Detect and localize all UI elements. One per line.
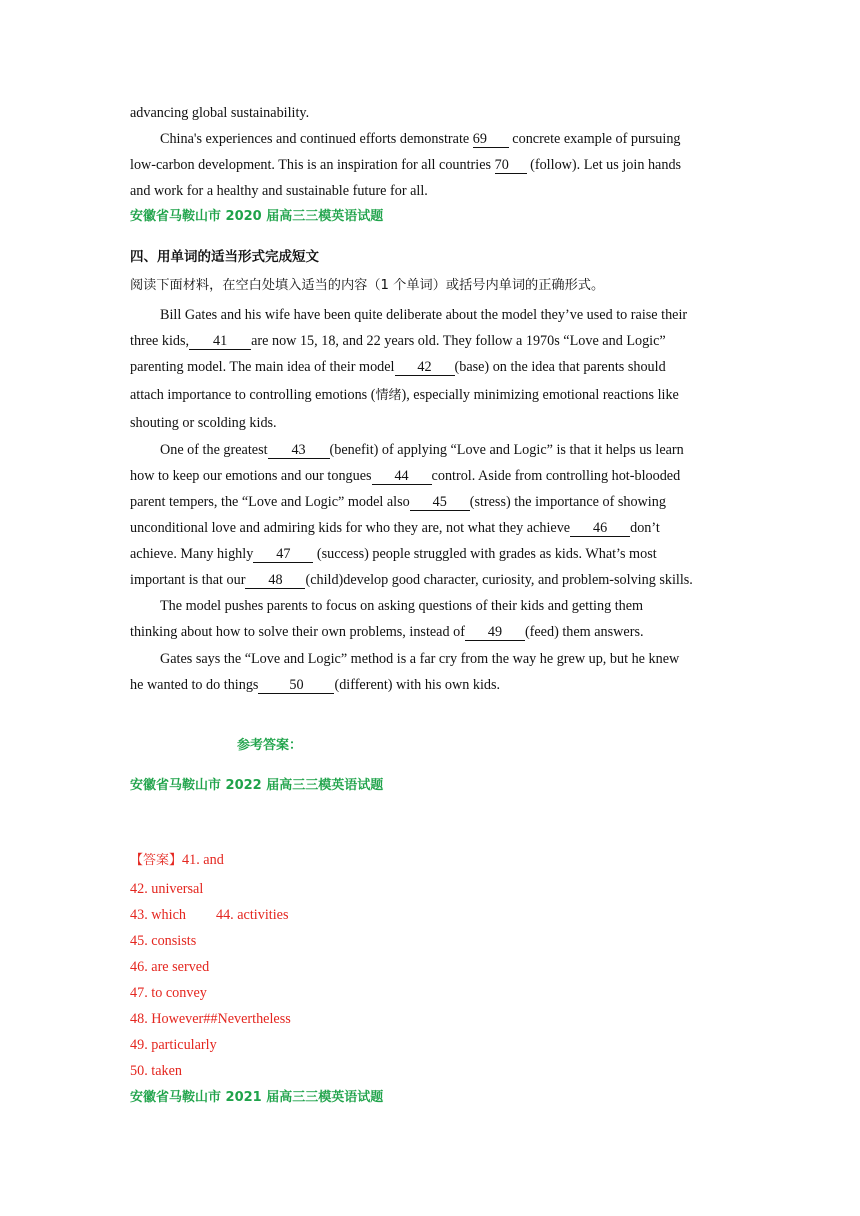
blank-number: 46	[593, 520, 608, 536]
passage-line	[130, 675, 730, 695]
text: (benefit) of applying “Love and Logic” is that it helps us learn	[329, 442, 684, 458]
text: Gates says the “Love and Logic” method is a far cry from the way he grew up, but he knew	[160, 651, 680, 667]
text: (stress) the importance of showing	[469, 494, 666, 510]
blank-number: 42	[417, 359, 432, 375]
answer-49: 49. particularly	[130, 1037, 217, 1053]
text: (base) on the idea that parents should	[454, 359, 666, 375]
answers-title: 参考答案：	[237, 738, 303, 753]
text: are now 15, 18, and 22 years old. They follow a 1970s “Love and Logic”	[251, 333, 666, 349]
text: One of the greatest	[160, 442, 268, 458]
answer-50: 50. taken	[130, 1063, 183, 1079]
text: concrete example of pursuing	[508, 131, 681, 147]
blank-number: 48	[268, 572, 283, 588]
passage-line	[130, 385, 730, 406]
answer-47: 47. to convey	[130, 985, 207, 1001]
text: don’t	[630, 520, 660, 536]
text: low-carbon development. This is an inspiration for all countries	[130, 157, 495, 173]
answer-line	[130, 850, 730, 871]
passage-line	[130, 305, 730, 325]
paragraph-line	[130, 129, 730, 149]
text: (follow). Let us join hands	[526, 157, 682, 173]
blank-number: 45	[432, 494, 447, 510]
blank-41	[189, 334, 251, 350]
blank-44	[372, 469, 432, 485]
text: (feed) them answers.	[524, 624, 644, 640]
text: unconditional love and admiring kids for who they are, not what they achieve	[130, 520, 571, 536]
blank-number: 50	[289, 677, 304, 693]
text: important is that our	[130, 572, 246, 588]
text: and work for a healthy and sustainable future for all.	[130, 183, 428, 199]
paragraph-line	[130, 103, 730, 123]
passage-line	[130, 331, 730, 351]
passage-line	[130, 466, 730, 486]
blank-number: 69	[472, 131, 487, 147]
paragraph-line	[130, 155, 730, 175]
source-label-2022: 安徽省马鞍山市 2022 届高三三模英语试题	[130, 778, 384, 793]
answer-44: 44. activities	[215, 907, 289, 923]
text: control. Aside from controlling hot-blooded	[431, 468, 681, 484]
blank-70	[495, 158, 527, 174]
blank-45	[410, 495, 470, 511]
answer-45: 45. consists	[130, 933, 197, 949]
text: he wanted to do things	[130, 677, 259, 693]
blank-69	[473, 132, 509, 148]
answer-42: 42. universal	[130, 881, 204, 897]
passage-line	[130, 413, 730, 433]
text: shouting or scolding kids.	[130, 415, 277, 431]
text: how to keep our emotions and our tongues	[130, 468, 372, 484]
blank-46	[570, 521, 630, 537]
source-label-2021: 安徽省马鞍山市 2021 届高三三模英语试题	[130, 1090, 384, 1105]
answer-46: 46. are served	[130, 959, 210, 975]
answer-41: 41. and	[182, 852, 224, 868]
text: 情绪	[375, 388, 402, 403]
text: The model pushes parents to focus on asking questions of their kids and getting them	[160, 598, 644, 614]
text: (different) with his own kids.	[334, 677, 501, 693]
text: attach importance to controlling emotions (	[130, 387, 376, 403]
text: (child)develop good character, curiosity, and problem-solving skills.	[305, 572, 693, 588]
text: three kids,	[130, 333, 190, 349]
blank-47	[253, 547, 313, 563]
passage-line	[130, 622, 730, 642]
passage-line	[130, 440, 730, 460]
blank-49	[465, 625, 525, 641]
blank-number: 41	[213, 333, 228, 349]
passage-line	[130, 570, 730, 590]
blank-number: 43	[291, 442, 306, 458]
answer-48: 48. However##Nevertheless	[130, 1011, 291, 1027]
text: achieve. Many highly	[130, 546, 254, 562]
blank-42	[395, 360, 455, 376]
blank-number: 70	[494, 157, 509, 173]
blank-number: 44	[394, 468, 409, 484]
answer-line	[130, 905, 730, 925]
passage-line	[130, 492, 730, 512]
blank-43	[268, 443, 330, 459]
text: China's experiences and continued efforts demonstrate	[160, 131, 473, 147]
blank-number: 47	[276, 546, 291, 562]
text: advancing global sustainability.	[130, 105, 310, 121]
text: thinking about how to solve their own problems, instead of	[130, 624, 465, 640]
text: Bill Gates and his wife have been quite deliberate about the model they’ve used to raise their	[160, 307, 688, 323]
text: (success) people struggled with grades as kids. What’s most	[313, 546, 657, 562]
paragraph-line	[130, 181, 730, 201]
passage-line	[130, 596, 730, 616]
blank-number: 49	[487, 624, 503, 640]
passage-line	[130, 544, 730, 564]
blank-48	[245, 573, 305, 589]
answer-label: 【答案】	[130, 853, 183, 868]
text: parent tempers, the “Love and Logic” model also	[130, 494, 410, 510]
passage-line	[130, 518, 730, 538]
answer-43: 43. which	[130, 907, 186, 923]
text: ), especially minimizing emotional reactions like	[401, 387, 679, 403]
passage-line	[130, 357, 730, 377]
blank-50	[258, 678, 334, 694]
source-label-2020: 安徽省马鞍山市 2020 届高三三模英语试题	[130, 209, 384, 224]
instructions: 阅读下面材料，在空白处填入适当的内容（1 个单词）或括号内单词的正确形式。	[130, 278, 605, 293]
section-title: 四、用单词的适当形式完成短文	[130, 249, 319, 265]
passage-line	[130, 649, 730, 669]
text: parenting model. The main idea of their model	[130, 359, 395, 375]
